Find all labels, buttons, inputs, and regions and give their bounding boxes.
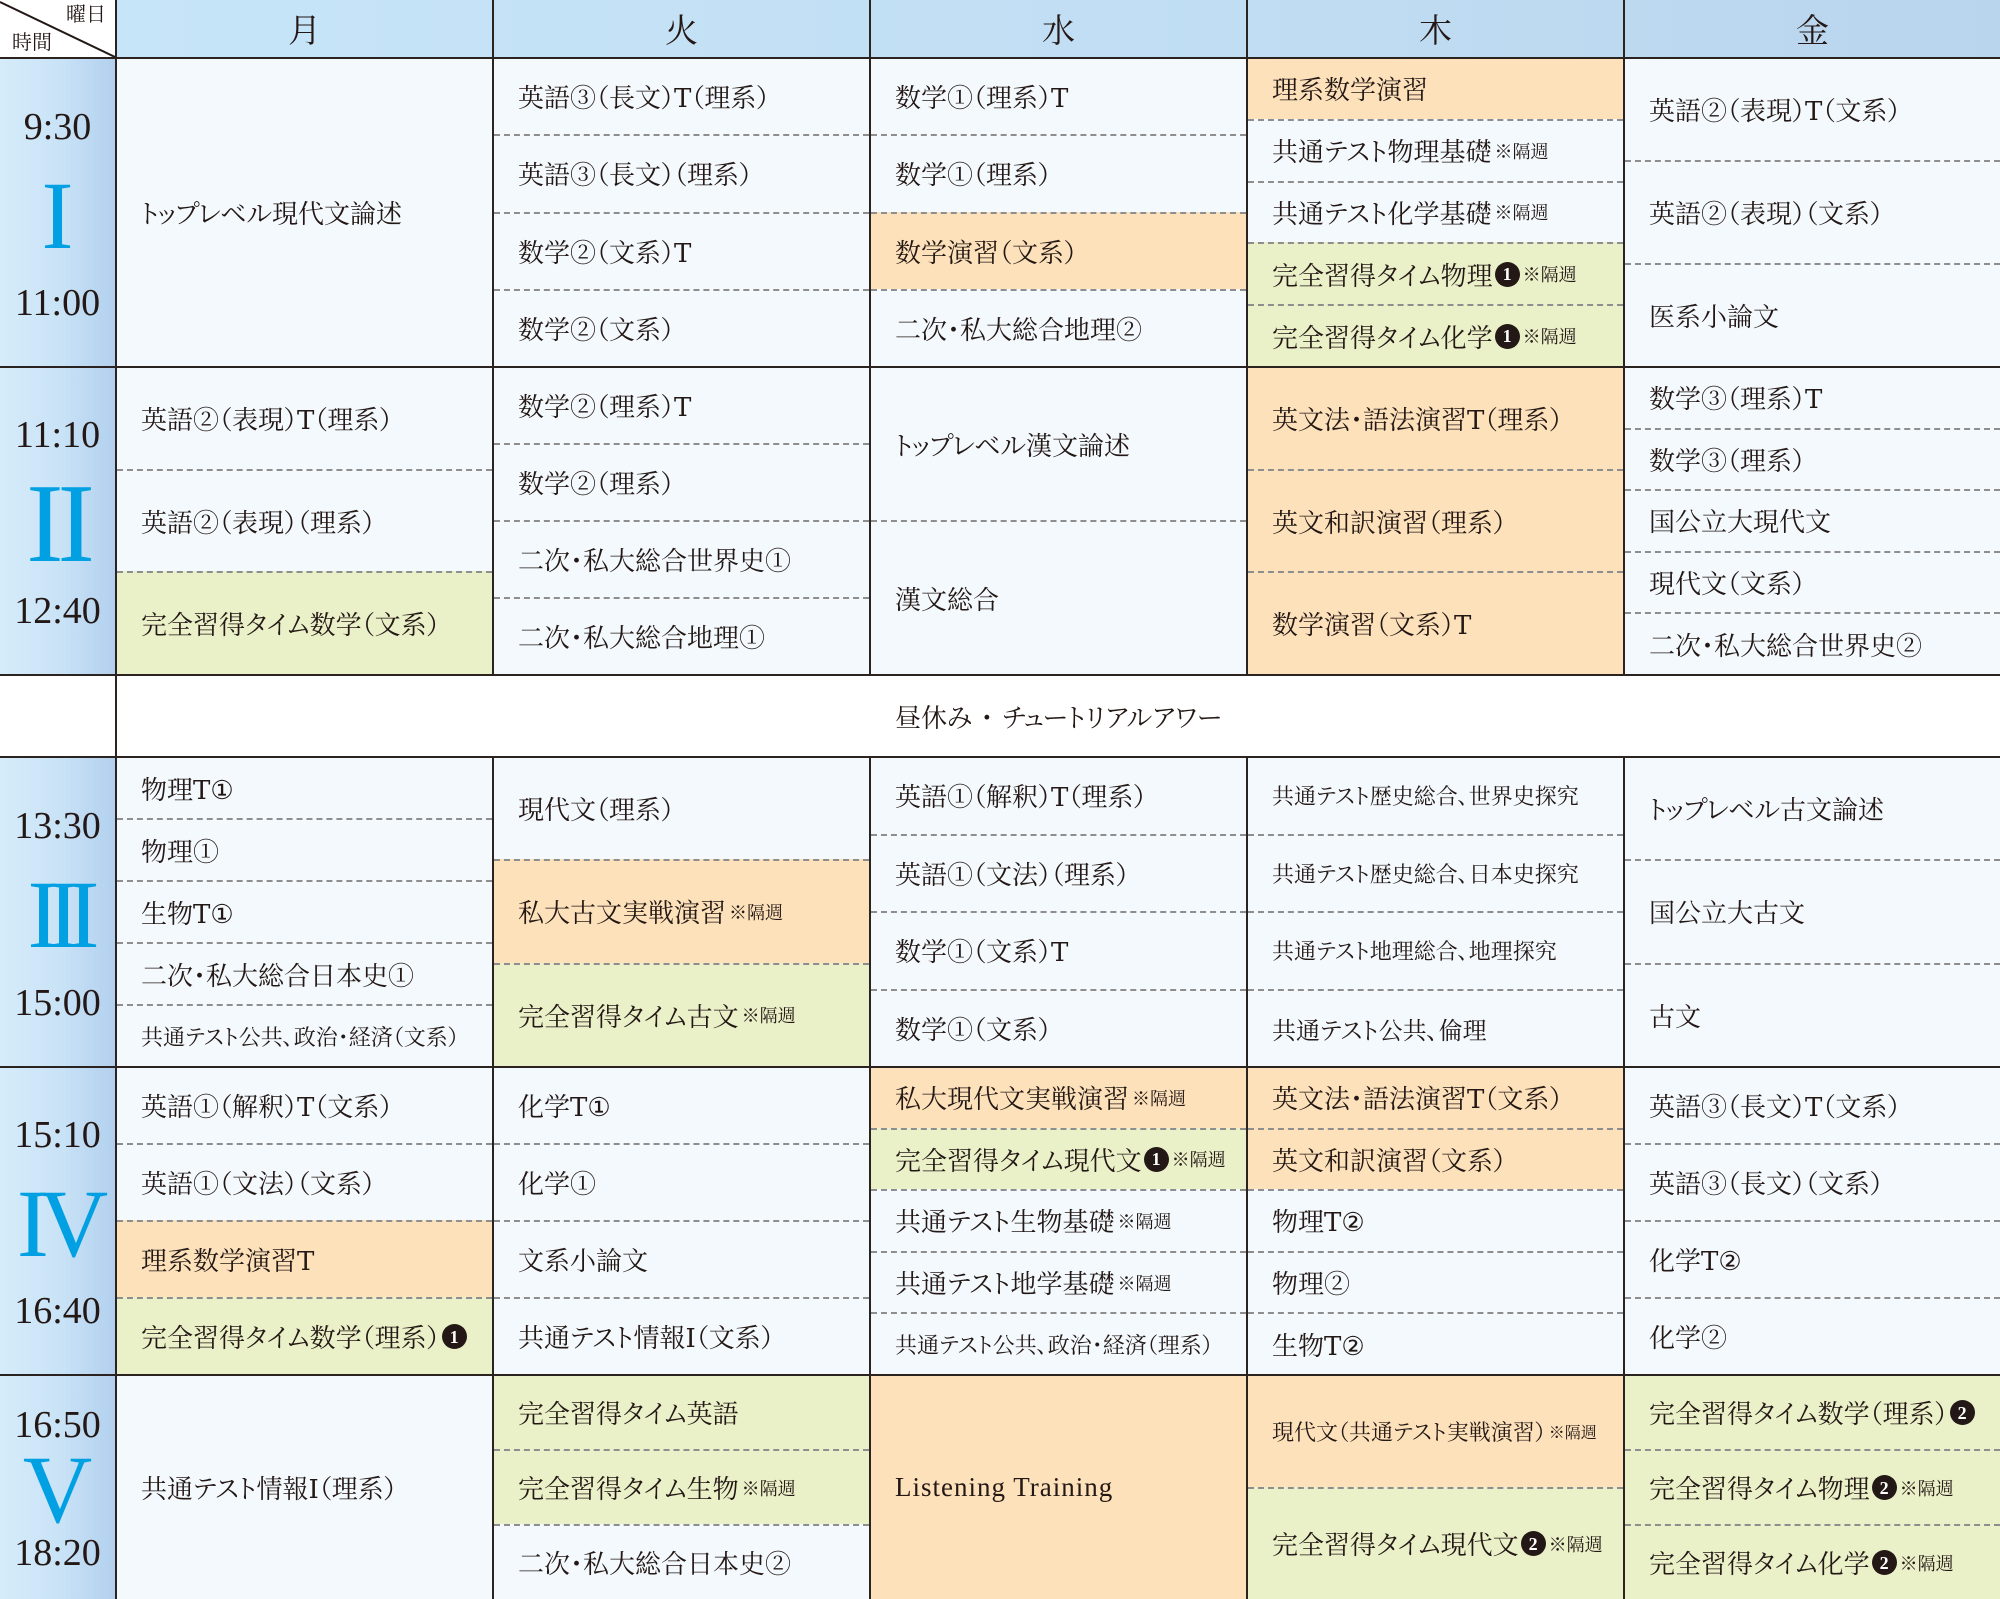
biweekly-note: ※隔週 [1117, 1211, 1172, 1233]
class-name: 完全習得タイム物理 [1649, 1475, 1870, 1505]
class-slot [871, 758, 1246, 834]
class-name: Listening Training [895, 1472, 1114, 1502]
class-slot [871, 1312, 1246, 1374]
class-slot [1248, 469, 1623, 572]
class-name: トップレベル古文論述 [1649, 796, 1884, 827]
day-axis-label: 曜日 [66, 2, 106, 26]
period-start-time: 13:30 [14, 804, 101, 847]
class-slot [1625, 428, 2000, 490]
class-name: 数学①（文系） [895, 1015, 1052, 1046]
biweekly-note: ※隔週 [1548, 1422, 1597, 1442]
class-name: 完全習得タイム物理 [1272, 261, 1493, 292]
class-slot [1248, 181, 1623, 243]
class-name: 物理T② [1272, 1208, 1365, 1239]
period-end-time: 15:00 [14, 981, 101, 1024]
class-slot [1625, 59, 2000, 160]
class-name: 完全習得タイム数学（理系） [1649, 1400, 1948, 1430]
day-header-tue: 火 [492, 0, 869, 57]
class-slot [494, 1297, 869, 1374]
class-name: 英語③（長文）T（理系） [518, 84, 770, 115]
thu-period-5-cell [1246, 1374, 1623, 1599]
wed-period-1-cell [869, 57, 1246, 366]
biweekly-note: ※隔週 [1899, 1553, 1954, 1575]
class-name: 英語③（長文）（理系） [518, 161, 753, 192]
class-slot [871, 1128, 1246, 1190]
class-name: 数学演習（文系）T [1272, 611, 1472, 642]
class-name: 化学T① [518, 1093, 611, 1123]
corner-header-cell [0, 0, 115, 57]
class-slot [1248, 1487, 1623, 1599]
biweekly-note: ※隔週 [1548, 1534, 1603, 1556]
biweekly-note: ※隔週 [741, 1478, 796, 1500]
class-name: 完全習得タイム数学（文系） [141, 611, 440, 642]
period-start-time: 16:50 [14, 1404, 101, 1447]
thu-period-1-cell [1246, 57, 1623, 366]
class-slot [494, 1143, 869, 1220]
lunch-break-label: 昼休み ・ チュートリアルアワー [894, 703, 1223, 734]
wed-period-2-cell [869, 366, 1246, 674]
class-name: 完全習得タイム現代文 [1272, 1531, 1519, 1562]
class-slot [871, 1376, 1246, 1599]
class-name: 英語①（解釈）T（文系） [141, 1093, 393, 1123]
biweekly-note: ※隔週 [1132, 1088, 1187, 1110]
class-name: 数学演習（文系） [895, 238, 1078, 269]
class-slot [1248, 1068, 1623, 1128]
biweekly-note: ※隔週 [1522, 265, 1577, 287]
period-end-time: 12:40 [14, 590, 101, 633]
class-name: 私大現代文実戦演習 [895, 1085, 1130, 1116]
class-name: 二次・私大総合日本史② [518, 1550, 792, 1580]
class-slot [1625, 1524, 2000, 1599]
class-slot [1248, 989, 1623, 1067]
tue-period-5-cell [492, 1374, 869, 1599]
period-5-time-cell [0, 1374, 115, 1599]
circled-number-badge-icon: 2 [1872, 1550, 1897, 1575]
class-slot [494, 597, 869, 674]
mon-period-3-cell [115, 756, 492, 1066]
circled-number-badge-icon: 2 [1521, 1531, 1546, 1556]
class-name: 共通テスト公共、政治・経済（文系） [141, 1025, 459, 1051]
class-slot [871, 1068, 1246, 1128]
class-name: 共通テスト地学基礎 [895, 1270, 1115, 1301]
class-name: 化学② [1649, 1324, 1728, 1354]
circled-number-badge-icon: 1 [442, 1324, 467, 1349]
class-slot [494, 289, 869, 366]
class-slot [871, 59, 1246, 134]
thu-period-3-cell [1246, 756, 1623, 1066]
class-slot [494, 59, 869, 134]
class-slot [117, 880, 492, 942]
class-name: 漢文総合 [895, 585, 1000, 616]
class-slot [117, 758, 492, 818]
class-name: 英文法・語法演習T（理系） [1272, 405, 1563, 436]
class-slot [871, 834, 1246, 912]
class-name: 完全習得タイム化学 [1649, 1550, 1870, 1580]
class-name: 英語③（長文）T（文系） [1649, 1093, 1901, 1123]
class-slot [871, 520, 1246, 674]
class-slot [117, 1068, 492, 1143]
class-slot [1248, 1251, 1623, 1313]
class-name: 英語①（文法）（理系） [895, 860, 1130, 891]
class-slot [871, 368, 1246, 520]
class-slot [1248, 911, 1623, 989]
class-slot [494, 859, 869, 962]
class-name: 共通テスト地理総合、地理探究 [1272, 940, 1557, 966]
tue-period-3-cell [492, 756, 869, 1066]
class-name: 国公立大現代文 [1649, 508, 1832, 539]
period-end-time: 16:40 [14, 1290, 101, 1333]
class-name: 共通テスト生物基礎 [895, 1208, 1115, 1239]
class-slot [1248, 758, 1623, 834]
fri-period-1-cell [1623, 57, 2000, 366]
class-slot [494, 134, 869, 211]
period-3-time-cell [0, 756, 115, 1066]
class-name: 現代文（文系） [1649, 570, 1806, 601]
class-slot [117, 942, 492, 1004]
thu-period-4-cell [1246, 1066, 1623, 1374]
class-slot [1625, 1376, 2000, 1449]
class-name: 二次・私大総合地理② [895, 315, 1143, 346]
class-name: トップレベル現代文論述 [141, 200, 402, 230]
class-slot [1625, 1297, 2000, 1374]
thu-period-2-cell [1246, 366, 1623, 674]
class-name: 二次・私大総合地理① [518, 624, 766, 654]
class-slot [1625, 1143, 2000, 1220]
period-start-time: 15:10 [14, 1114, 101, 1157]
tue-period-2-cell [492, 366, 869, 674]
period-start-time: 11:10 [14, 414, 101, 457]
class-slot [1248, 1312, 1623, 1374]
class-slot [1248, 571, 1623, 674]
class-name: 英語②（表現）T（理系） [141, 405, 393, 436]
biweekly-note: ※隔週 [741, 1006, 796, 1028]
class-slot [1248, 1128, 1623, 1190]
class-name: 数学②（文系）T [518, 238, 692, 269]
fri-period-5-cell [1623, 1374, 2000, 1599]
class-slot [117, 1220, 492, 1297]
class-name: 共通テスト公共、政治・経済（理系） [895, 1333, 1213, 1359]
class-name: 完全習得タイム古文 [518, 1002, 739, 1033]
fri-period-3-cell [1623, 756, 2000, 1066]
class-slot [494, 1376, 869, 1449]
class-slot [1625, 1220, 2000, 1297]
biweekly-note: ※隔週 [729, 902, 784, 924]
class-name: 医系小論文 [1649, 303, 1780, 333]
class-slot [871, 134, 1246, 211]
mon-period-1-cell [115, 57, 492, 366]
class-slot [494, 368, 869, 443]
class-slot [494, 1068, 869, 1143]
class-slot [1625, 160, 2000, 263]
wed-period-5-cell [869, 1374, 1246, 1599]
class-slot [117, 59, 492, 366]
class-name: 数学①（理系） [895, 161, 1052, 192]
wed-period-3-cell [869, 756, 1246, 1066]
period-start-time: 9:30 [23, 105, 92, 148]
class-name: 化学T② [1649, 1247, 1742, 1277]
class-slot [117, 469, 492, 572]
day-header-fri: 金 [1623, 0, 2000, 57]
class-name: 二次・私大総合世界史② [1649, 631, 1923, 662]
class-slot [1248, 1189, 1623, 1251]
class-slot [1625, 368, 2000, 428]
class-slot [1625, 758, 2000, 859]
biweekly-note: ※隔週 [1494, 203, 1549, 225]
class-name: 数学②（文系） [518, 315, 675, 346]
class-name: 生物T① [141, 899, 234, 930]
class-slot [871, 989, 1246, 1067]
class-slot [1248, 59, 1623, 119]
class-slot [1248, 119, 1623, 181]
circled-number-badge-icon: 2 [1950, 1400, 1975, 1425]
class-slot [1625, 263, 2000, 366]
class-name: 数学①（理系）T [895, 84, 1069, 115]
class-name: 化学① [518, 1170, 597, 1200]
class-slot [494, 1524, 869, 1599]
class-name: 共通テスト歴史総合、日本史探究 [1272, 862, 1579, 888]
circled-number-badge-icon: 1 [1495, 262, 1520, 287]
class-name: 共通テスト歴史総合、世界史探究 [1272, 785, 1579, 811]
class-name: 英文和訳演習（文系） [1272, 1146, 1507, 1177]
wed-period-4-cell [869, 1066, 1246, 1374]
class-slot [871, 212, 1246, 289]
class-name: 英語②（表現）（文系） [1649, 200, 1884, 230]
time-axis-label: 時間 [12, 30, 52, 54]
day-header-thu: 木 [1246, 0, 1623, 57]
class-name: 物理② [1272, 1270, 1351, 1301]
class-name: 共通テスト情報Ⅰ（理系） [141, 1475, 397, 1505]
class-slot [117, 1297, 492, 1374]
class-name: 完全習得タイム英語 [518, 1400, 739, 1430]
class-slot [494, 443, 869, 520]
class-name: 現代文（共通テスト実戦演習） [1272, 1420, 1546, 1446]
class-slot [494, 1220, 869, 1297]
period-end-time: 18:20 [14, 1532, 101, 1575]
class-slot [871, 1189, 1246, 1251]
class-name: 物理① [141, 837, 220, 868]
class-name: 英語①（文法）（文系） [141, 1170, 376, 1200]
class-name: 数学①（文系）T [895, 938, 1069, 969]
class-slot [494, 963, 869, 1066]
period-numeral: II [26, 462, 89, 587]
class-slot [1625, 551, 2000, 613]
class-slot [117, 368, 492, 469]
biweekly-note: ※隔週 [1171, 1150, 1226, 1172]
class-name: 生物T② [1272, 1331, 1365, 1362]
period-1-time-cell [0, 57, 115, 366]
class-name: 数学②（理系）T [518, 393, 692, 423]
lunch-break-row [115, 674, 2000, 756]
class-slot [117, 1004, 492, 1066]
class-slot [1625, 489, 2000, 551]
class-name: 英文法・語法演習T（文系） [1272, 1085, 1563, 1116]
tue-period-4-cell [492, 1066, 869, 1374]
class-name: 英語②（表現）（理系） [141, 508, 376, 539]
class-slot [1248, 242, 1623, 304]
class-slot [871, 289, 1246, 366]
period-4-time-cell [0, 1066, 115, 1374]
class-name: 完全習得タイム生物 [518, 1475, 739, 1505]
class-slot [871, 1251, 1246, 1313]
class-name: 二次・私大総合世界史① [518, 547, 792, 577]
class-slot [494, 520, 869, 597]
class-slot [494, 212, 869, 289]
biweekly-note: ※隔週 [1899, 1478, 1954, 1500]
class-name: 共通テスト化学基礎 [1272, 199, 1492, 230]
period-numeral: V [22, 1435, 93, 1543]
class-name: 英語②（表現）T（文系） [1649, 97, 1901, 127]
class-slot [1625, 612, 2000, 674]
class-name: 文系小論文 [518, 1247, 649, 1277]
period-numeral: IV [16, 1170, 99, 1278]
biweekly-note: ※隔週 [1494, 141, 1549, 163]
class-slot [1248, 304, 1623, 366]
class-slot [1625, 1068, 2000, 1143]
class-name: 理系数学演習 [1272, 76, 1429, 107]
day-header-mon: 月 [115, 0, 492, 57]
class-slot [117, 1143, 492, 1220]
class-slot [1248, 368, 1623, 469]
class-slot [117, 1376, 492, 1599]
class-slot [117, 818, 492, 880]
period-numeral: I [41, 161, 74, 269]
fri-period-2-cell [1623, 366, 2000, 674]
class-name: 現代文（理系） [518, 796, 675, 827]
class-slot [1248, 834, 1623, 912]
class-name: 数学②（理系） [518, 470, 675, 500]
class-name: 私大古文実戦演習 [518, 899, 727, 930]
class-slot [1625, 963, 2000, 1066]
fri-period-4-cell [1623, 1066, 2000, 1374]
class-name: 完全習得タイム数学（理系） [141, 1324, 440, 1354]
class-name: 国公立大古文 [1649, 899, 1806, 930]
period-2-time-cell [0, 366, 115, 674]
biweekly-note: ※隔週 [1117, 1273, 1172, 1295]
mon-period-2-cell [115, 366, 492, 674]
class-name: トップレベル漢文論述 [895, 431, 1130, 462]
class-name: 英語③（長文）（文系） [1649, 1170, 1884, 1200]
circled-number-badge-icon: 1 [1144, 1147, 1169, 1172]
mon-period-5-cell [115, 1374, 492, 1599]
class-slot [1625, 1449, 2000, 1524]
class-name: 共通テスト公共、倫理 [1272, 1016, 1487, 1045]
class-name: 英語①（解釈）T（理系） [895, 783, 1147, 814]
class-name: 完全習得タイム化学 [1272, 323, 1493, 354]
circled-number-badge-icon: 2 [1872, 1475, 1897, 1500]
class-name: 二次・私大総合日本史① [141, 961, 415, 992]
class-name: 数学③（理系） [1649, 446, 1806, 477]
class-name: 共通テスト情報Ⅰ（文系） [518, 1324, 774, 1354]
class-name: 物理T① [141, 775, 234, 806]
biweekly-note: ※隔週 [1522, 327, 1577, 349]
class-slot [871, 911, 1246, 989]
day-header-wed: 水 [869, 0, 1246, 57]
period-numeral: III [27, 861, 88, 969]
class-slot [117, 571, 492, 674]
class-slot [494, 758, 869, 859]
class-name: 完全習得タイム現代文 [895, 1146, 1142, 1177]
tue-period-1-cell [492, 57, 869, 366]
class-name: 古文 [1649, 1002, 1702, 1033]
period-end-time: 11:00 [14, 282, 101, 325]
class-name: 共通テスト物理基礎 [1272, 138, 1492, 169]
lunch-time-cell [0, 674, 115, 756]
class-slot [1625, 859, 2000, 962]
circled-number-badge-icon: 1 [1495, 324, 1520, 349]
class-slot [1248, 1376, 1623, 1487]
mon-period-4-cell [115, 1066, 492, 1374]
class-slot [494, 1449, 869, 1524]
class-name: 英文和訳演習（理系） [1272, 508, 1507, 539]
class-name: 数学③（理系）T [1649, 385, 1823, 416]
class-name: 理系数学演習T [141, 1247, 315, 1277]
